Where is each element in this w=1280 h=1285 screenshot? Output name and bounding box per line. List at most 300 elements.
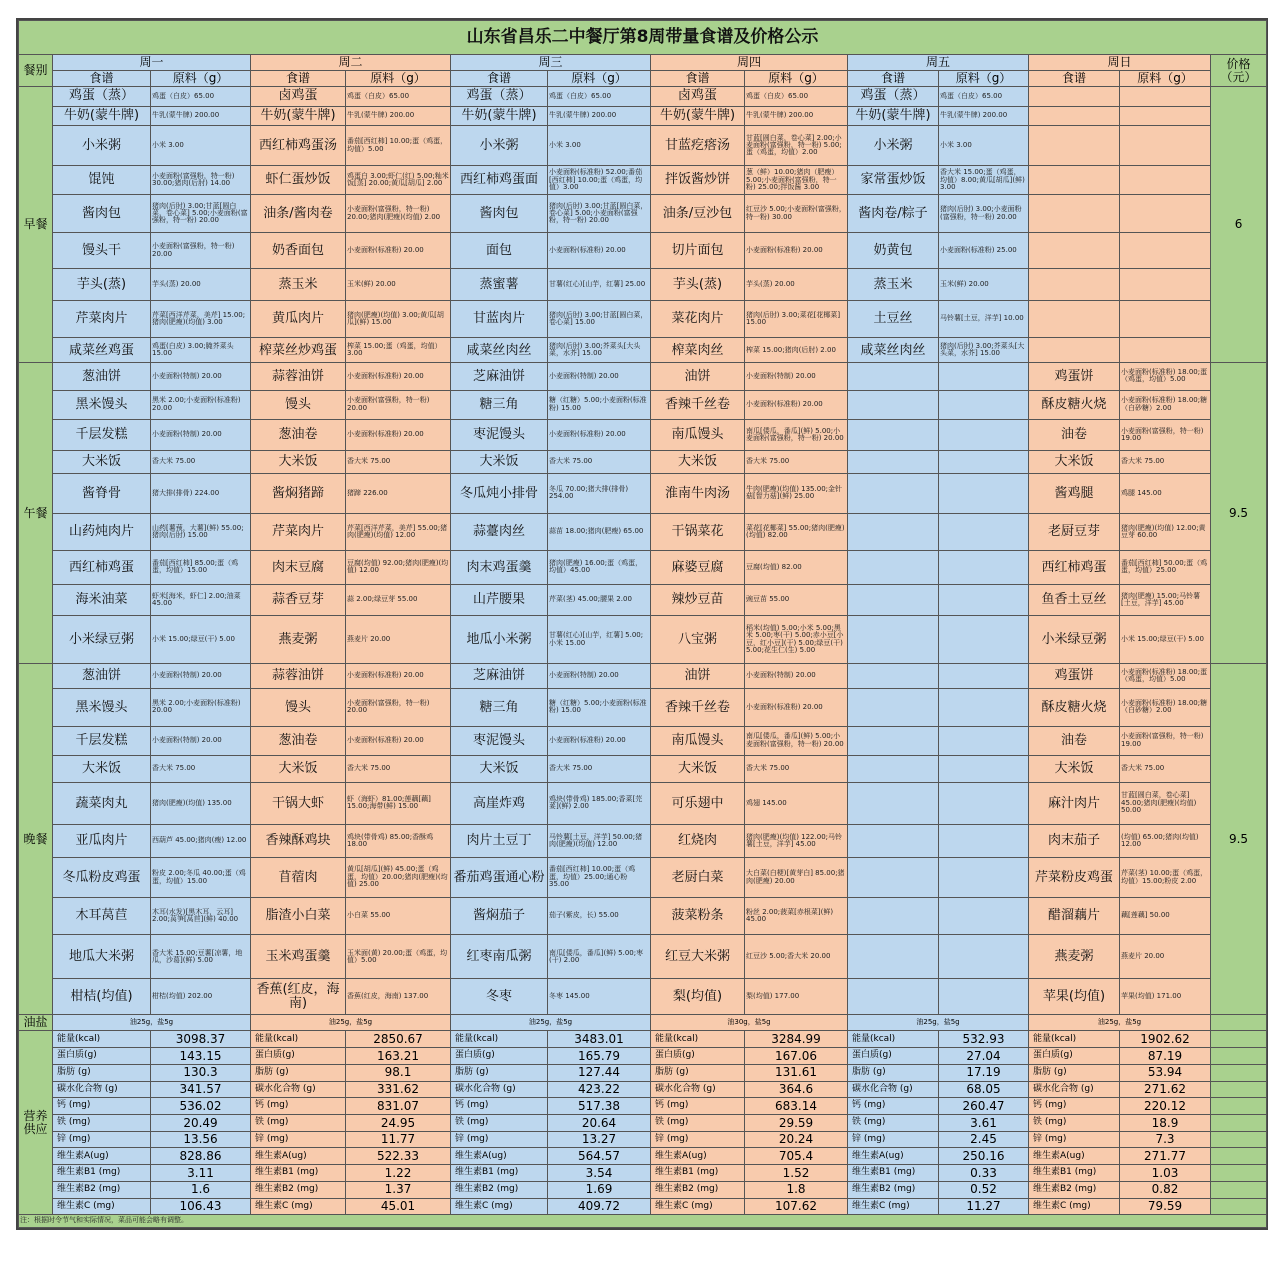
nutrient-name: 碳水化合物 (g) xyxy=(53,1081,151,1098)
nutrient-value: 831.07 xyxy=(346,1098,451,1115)
nutrition-price-empty xyxy=(1211,1198,1267,1215)
dish-name: 蔬菜肉丸 xyxy=(53,783,151,825)
nutrition-price-empty xyxy=(1211,1064,1267,1081)
nutrient-name: 脂肪 (g) xyxy=(1029,1064,1120,1081)
nutrient-name: 锌 (mg) xyxy=(651,1131,745,1148)
dish-ingredients: 小麦面粉(特制) 20.00 xyxy=(151,419,251,450)
ingredient-col-header: 原料（g） xyxy=(745,71,848,87)
dish-name xyxy=(1029,106,1120,126)
dish-name: 芝麻油饼 xyxy=(451,664,548,689)
dish-name: 蒸玉米 xyxy=(848,269,939,300)
nutrient-name: 碳水化合物 (g) xyxy=(251,1081,346,1098)
nutrient-value: 3.11 xyxy=(151,1165,251,1182)
nutrient-name: 维生素B1 (mg) xyxy=(451,1165,548,1182)
dish-name: 馒头 xyxy=(251,689,346,727)
dish-name: 卤鸡蛋 xyxy=(251,86,346,106)
dish-name: 老厨白菜 xyxy=(651,858,745,898)
dish-ingredients xyxy=(1120,300,1211,338)
nutrient-name: 铁 (mg) xyxy=(1029,1114,1120,1131)
dish-ingredients: 番茄[西红柿] 10.00;蛋（鸡蛋，均值）5.00 xyxy=(346,126,451,166)
nutrient-value: 29.59 xyxy=(745,1114,848,1131)
dish-ingredients xyxy=(1120,195,1211,233)
dish-name: 拌饭酱炒饼 xyxy=(651,166,745,195)
dish-ingredients: 猪肉(肥瘦) 16.00;蛋（鸡蛋，均值）45.00 xyxy=(548,551,651,584)
dish-ingredients: 冬枣 145.00 xyxy=(548,979,651,1015)
dish-ingredients: 牛乳(蒙牛牌) 200.00 xyxy=(346,106,451,126)
dish-ingredients: 鸡腿 145.00 xyxy=(1120,474,1211,514)
dish-name: 虾仁蛋炒饭 xyxy=(251,166,346,195)
menu-sheet xyxy=(16,18,1268,1230)
nutrient-value: 3284.99 xyxy=(745,1031,848,1048)
menu-table xyxy=(18,20,1267,1228)
dish-ingredients: 小麦面粉(标准粉) 20.00 xyxy=(548,232,651,269)
nutrition-row xyxy=(19,1064,1267,1081)
nutrient-value: 0.52 xyxy=(939,1181,1029,1198)
dish-name: 油饼 xyxy=(651,664,745,689)
dinner-row xyxy=(19,664,1267,689)
dish-name: 酱肉包 xyxy=(53,195,151,233)
nutrient-value: 106.43 xyxy=(151,1198,251,1215)
nutrition-price-empty xyxy=(1211,1148,1267,1165)
dish-ingredients: 黄瓜[胡瓜](鲜) 45.00;蛋（鸡蛋，均值）20.00;猪肉(肥瘦)(均值) 25.00 xyxy=(346,858,451,898)
dish-ingredients: 玉米面(黄) 20.00;蛋（鸡蛋，均值）5.00 xyxy=(346,935,451,979)
nutrient-name: 钙 (mg) xyxy=(451,1098,548,1115)
nutrition-price-empty xyxy=(1211,1181,1267,1198)
breakfast-price: 6 xyxy=(1211,86,1267,363)
dish-ingredients: 猪肉(肥瘦)(均值) 122.00;马铃薯[土豆，洋芋] 45.00 xyxy=(745,824,848,857)
nutrient-name: 维生素C (mg) xyxy=(451,1198,548,1215)
nutrition-row xyxy=(19,1148,1267,1165)
dish-col-header: 食谱 xyxy=(1029,71,1120,87)
dinner-row xyxy=(19,935,1267,979)
dish-name: 西红柿鸡蛋 xyxy=(53,551,151,584)
dish-ingredients: 牛乳(蒙牛牌) 200.00 xyxy=(745,106,848,126)
dish-name: 梨(均值) xyxy=(651,979,745,1015)
nutrient-name: 钙 (mg) xyxy=(53,1098,151,1115)
breakfast-row xyxy=(19,338,1267,363)
nutrient-value: 98.1 xyxy=(346,1064,451,1081)
nutrient-name: 维生素B1 (mg) xyxy=(651,1165,745,1182)
dish-name xyxy=(1029,86,1120,106)
dish-name: 小米粥 xyxy=(848,126,939,166)
dish-name xyxy=(1029,338,1120,363)
dish-name: 蒸蜜薯 xyxy=(451,269,548,300)
dish-name: 红枣南瓜粥 xyxy=(451,935,548,979)
dish-name: 千层发糕 xyxy=(53,419,151,450)
dish-ingredients: 香大米 75.00 xyxy=(151,451,251,474)
oil-salt-label: 油盐 xyxy=(19,1014,53,1031)
dish-name: 蒜薹肉丝 xyxy=(451,513,548,551)
dish-ingredients: 香大米 15.00;蛋（鸡蛋，均值）8.00;黄瓜[胡瓜](鲜) 3.00 xyxy=(939,166,1029,195)
dish-name: 油卷 xyxy=(1029,726,1120,755)
dish-ingredients: 马铃薯[土豆，洋芋] 50.00;猪肉(肥瘦)(均值) 12.00 xyxy=(548,824,651,857)
nutrient-value: 20.49 xyxy=(151,1114,251,1131)
dish-name: 香辣千丝卷 xyxy=(651,689,745,727)
breakfast-row xyxy=(19,166,1267,195)
dish-ingredients: 小麦面粉(特制) 20.00 xyxy=(548,664,651,689)
nutrient-name: 碳水化合物 (g) xyxy=(1029,1081,1120,1098)
dish-ingredients xyxy=(1120,232,1211,269)
dish-name: 菜花肉片 xyxy=(651,300,745,338)
nutrient-value: 20.24 xyxy=(745,1131,848,1148)
nutrient-name: 维生素B1 (mg) xyxy=(848,1165,939,1182)
dish-name: 麻汁肉片 xyxy=(1029,783,1120,825)
nutrient-value: 1902.62 xyxy=(1120,1031,1211,1048)
nutrition-price-empty xyxy=(1211,1048,1267,1065)
dish-name: 大米饭 xyxy=(53,451,151,474)
dish-name: 酱焖茄子 xyxy=(451,897,548,935)
nutrient-value: 828.86 xyxy=(151,1148,251,1165)
dish-ingredients: 梨(均值) 177.00 xyxy=(745,979,848,1015)
dish-ingredients xyxy=(939,664,1029,689)
nutrient-value: 3.61 xyxy=(939,1114,1029,1131)
nutrient-value: 68.05 xyxy=(939,1081,1029,1098)
dish-ingredients: 鸡蛋(白皮) 3.00;腌芥菜头 15.00 xyxy=(151,338,251,363)
dish-name: 燕麦粥 xyxy=(251,616,346,664)
dish-name: 小米绿豆粥 xyxy=(53,616,151,664)
nutrient-value: 107.62 xyxy=(745,1198,848,1215)
dish-name: 鸡蛋（蒸） xyxy=(53,86,151,106)
dish-name xyxy=(848,664,939,689)
dish-ingredients: 小麦面粉(标准粉) 52.00;番茄[西红柿] 10.00;蛋（鸡蛋，均值）3.00 xyxy=(548,166,651,195)
dish-name: 黑米馒头 xyxy=(53,689,151,727)
dish-ingredients: 小麦面粉(富强粉，特一粉) 20.00;猪肉(肥瘦)(均值) 2.00 xyxy=(346,195,451,233)
dish-name: 山芹腰果 xyxy=(451,584,548,615)
dish-name: 酱脊骨 xyxy=(53,474,151,514)
dish-ingredients: 芹菜[西洋芹菜，美芹] 55.00;猪肉(肥瘦)(均值) 12.00 xyxy=(346,513,451,551)
dish-name: 香辣酥鸡块 xyxy=(251,824,346,857)
dish-name: 鸡蛋饼 xyxy=(1029,664,1120,689)
dish-name: 卤鸡蛋 xyxy=(651,86,745,106)
dish-ingredients xyxy=(939,755,1029,782)
nutrient-name: 铁 (mg) xyxy=(451,1114,548,1131)
nutrient-value: 17.19 xyxy=(939,1064,1029,1081)
dish-name: 糖三角 xyxy=(451,390,548,419)
dish-name: 肉末鸡蛋羹 xyxy=(451,551,548,584)
dish-name: 山药炖肉片 xyxy=(53,513,151,551)
nutrition-row xyxy=(19,1048,1267,1065)
dish-name: 干锅大虾 xyxy=(251,783,346,825)
nutrient-value: 143.15 xyxy=(151,1048,251,1065)
ingredient-col-header: 原料（g） xyxy=(151,71,251,87)
dish-ingredients: 小麦面粉(特制) 20.00 xyxy=(151,363,251,390)
dish-ingredients xyxy=(939,513,1029,551)
dish-name: 鱼香土豆丝 xyxy=(1029,584,1120,615)
dish-name: 蒜蓉油饼 xyxy=(251,664,346,689)
dish-ingredients: 黑米 2.00;小麦面粉(标准粉) 20.00 xyxy=(151,390,251,419)
dish-ingredients: 芋头(蒸) 20.00 xyxy=(151,269,251,300)
dish-name xyxy=(848,513,939,551)
dish-name: 红豆大米粥 xyxy=(651,935,745,979)
dish-ingredients xyxy=(1120,166,1211,195)
nutrient-name: 铁 (mg) xyxy=(848,1114,939,1131)
dish-ingredients: 香大米 75.00 xyxy=(548,755,651,782)
dish-ingredients xyxy=(1120,86,1211,106)
nutrient-value: 0.82 xyxy=(1120,1181,1211,1198)
dish-name: 肉末豆腐 xyxy=(251,551,346,584)
dish-ingredients: 芹菜(茎) 45.00;腰果 2.00 xyxy=(548,584,651,615)
dish-ingredients: 猪肉(后肘) 3.00;芥菜头[大头菜，水芥] 15.00 xyxy=(548,338,651,363)
nutrient-name: 钙 (mg) xyxy=(1029,1098,1120,1115)
nutrition-row xyxy=(19,1165,1267,1182)
nutrient-value: 522.33 xyxy=(346,1148,451,1165)
dish-name: 葱油饼 xyxy=(53,363,151,390)
dish-name: 柑桔(均值) xyxy=(53,979,151,1015)
dish-ingredients: 甘蓝[圆白菜，卷心菜] 2.00;小麦面粉(富强粉，特一粉) 5.00;蛋（鸡蛋，均值）2.00 xyxy=(745,126,848,166)
dish-name: 奶黄包 xyxy=(848,232,939,269)
dish-name: 酥皮糖火烧 xyxy=(1029,390,1120,419)
lunch-price: 9.5 xyxy=(1211,363,1267,664)
dish-name xyxy=(848,897,939,935)
dish-name: 酱鸡腿 xyxy=(1029,474,1120,514)
nutrient-name: 维生素C (mg) xyxy=(1029,1198,1120,1215)
nutrient-value: 3483.01 xyxy=(548,1031,651,1048)
dish-ingredients: 虾米[海米，虾仁] 2.00;油菜 45.00 xyxy=(151,584,251,615)
dish-name: 咸菜丝肉丝 xyxy=(848,338,939,363)
price-header: 价格（元） xyxy=(1211,55,1267,86)
footnote: 注：根据时令节气和实际情况，菜品可能会略有调整。 xyxy=(19,1215,1267,1228)
dish-name xyxy=(848,935,939,979)
dish-name: 酱焖猪蹄 xyxy=(251,474,346,514)
nutrient-value: 517.38 xyxy=(548,1098,651,1115)
dish-col-header: 食谱 xyxy=(53,71,151,87)
nutrient-value: 250.16 xyxy=(939,1148,1029,1165)
nutrient-value: 1.03 xyxy=(1120,1165,1211,1182)
nutrient-value: 532.93 xyxy=(939,1031,1029,1048)
dish-ingredients: 黑米 2.00;小麦面粉(标准粉) 20.00 xyxy=(151,689,251,727)
nutrient-value: 18.9 xyxy=(1120,1114,1211,1131)
dish-ingredients: 猪肉(肥瘦)(均值) 3.00;黄瓜[胡瓜](鲜) 15.00 xyxy=(346,300,451,338)
dinner-row xyxy=(19,979,1267,1015)
breakfast-row xyxy=(19,106,1267,126)
dish-ingredients: 冬瓜 70.00;猪大排(排骨) 254.00 xyxy=(548,474,651,514)
dish-ingredients: 苹果(均值) 171.00 xyxy=(1120,979,1211,1015)
dish-name: 肉片土豆丁 xyxy=(451,824,548,857)
dish-name: 黄瓜肉片 xyxy=(251,300,346,338)
dish-name xyxy=(1029,126,1120,166)
dish-name xyxy=(1029,195,1120,233)
nutrition-price-empty xyxy=(1211,1114,1267,1131)
dish-ingredients: 小麦面粉(富强粉，特一粉) 20.00 xyxy=(346,689,451,727)
dish-ingredients: 小麦面粉(标准粉) 20.00 xyxy=(548,726,651,755)
dish-ingredients: 小米 3.00 xyxy=(548,126,651,166)
dish-ingredients: 番茄[西红柿] 85.00;蛋（鸡蛋，均值）15.00 xyxy=(151,551,251,584)
dish-name: 干锅菜花 xyxy=(651,513,745,551)
nutrient-name: 钙 (mg) xyxy=(251,1098,346,1115)
breakfast-row xyxy=(19,126,1267,166)
nutrient-value: 331.62 xyxy=(346,1081,451,1098)
dinner-row xyxy=(19,689,1267,727)
nutrient-name: 脂肪 (g) xyxy=(651,1064,745,1081)
nutrient-name: 维生素B2 (mg) xyxy=(251,1181,346,1198)
nutrient-value: 79.59 xyxy=(1120,1198,1211,1215)
dish-ingredients: 猪肉(后肘) 3.00;甘蓝[圆白菜，卷心菜] 5.00;小麦面粉(富强粉，特一粉) 20.00 xyxy=(548,195,651,233)
nutrition-price-empty xyxy=(1211,1098,1267,1115)
dish-ingredients xyxy=(939,616,1029,664)
dish-ingredients: 小麦面粉(标准粉) 20.00 xyxy=(745,232,848,269)
nutrient-name: 脂肪 (g) xyxy=(848,1064,939,1081)
dish-name: 西红柿鸡蛋 xyxy=(1029,551,1120,584)
dish-name: 南瓜馒头 xyxy=(651,726,745,755)
nutrient-value: 341.57 xyxy=(151,1081,251,1098)
dish-ingredients: 鸡蛋（白皮）65.00 xyxy=(939,86,1029,106)
dish-name: 面包 xyxy=(451,232,548,269)
dish-ingredients: 香大米 75.00 xyxy=(346,755,451,782)
nutrient-name: 锌 (mg) xyxy=(848,1131,939,1148)
dish-name: 牛奶(蒙牛牌) xyxy=(53,106,151,126)
nutrient-name: 钙 (mg) xyxy=(651,1098,745,1115)
dish-ingredients: 菜花[花椰菜] 55.00;猪肉(肥瘦)(均值) 82.00 xyxy=(745,513,848,551)
dish-ingredients: 小麦面粉(标准粉) 20.00 xyxy=(346,363,451,390)
dish-name xyxy=(848,474,939,514)
dish-ingredients: 小麦面粉(富强粉，特一粉) 20.00 xyxy=(346,390,451,419)
nutrient-name: 蛋白质(g) xyxy=(53,1048,151,1065)
dish-ingredients: 香大米 75.00 xyxy=(151,755,251,782)
dish-ingredients: 豆腐(均值) 92.00;猪肉(肥瘦)(均值) 12.00 xyxy=(346,551,451,584)
dish-ingredients: 葱（鲜）10.00;猪肉（肥瘦）5.00;小麦面粉(富强粉，特一粉) 25.00;拌饭酱 3.00 xyxy=(745,166,848,195)
ingredient-col-header: 原料（g） xyxy=(939,71,1029,87)
dish-ingredients xyxy=(939,584,1029,615)
dish-ingredients: 西葫芦 45.00;猪肉(瘦) 12.00 xyxy=(151,824,251,857)
day-header: 周二 xyxy=(251,55,451,71)
dish-name: 油饼 xyxy=(651,363,745,390)
dish-ingredients: 小米 3.00 xyxy=(939,126,1029,166)
dish-name: 油条/豆沙包 xyxy=(651,195,745,233)
dinner-row xyxy=(19,726,1267,755)
dinner-row xyxy=(19,824,1267,857)
dish-ingredients: 猪大排(排骨) 224.00 xyxy=(151,474,251,514)
dish-ingredients: 南瓜[倭瓜，番瓜](鲜) 5.00;小麦面粉(富强粉，特一粉) 20.00 xyxy=(745,726,848,755)
dish-ingredients: 小麦面粉(特制) 20.00 xyxy=(151,664,251,689)
dish-ingredients: 小麦面粉(富强粉，特一粉) 19.00 xyxy=(1120,726,1211,755)
dish-ingredients: 山药[薯蓣，大薯](鲜) 55.00;猪肉(后肘) 15.00 xyxy=(151,513,251,551)
dish-name: 西红柿鸡蛋面 xyxy=(451,166,548,195)
dish-name xyxy=(848,979,939,1015)
dish-ingredients: 牛乳(蒙牛牌) 200.00 xyxy=(548,106,651,126)
dish-ingredients: 鸡翅 145.00 xyxy=(745,783,848,825)
dish-name: 大米饭 xyxy=(451,755,548,782)
breakfast-row xyxy=(19,195,1267,233)
dish-name: 鸡蛋（蒸） xyxy=(451,86,548,106)
dish-ingredients: 牛肉(肥瘦)(均值) 135.00;金针菇[智力菇](鲜) 25.00 xyxy=(745,474,848,514)
dish-name: 淮南牛肉汤 xyxy=(651,474,745,514)
nutrient-name: 脂肪 (g) xyxy=(251,1064,346,1081)
dish-ingredients: 稻米(均值) 5.00;小米 5.00;黑米 5.00;枣(干) 5.00;赤小豆[小豆，红小豆](干) 5.00;绿豆(干) 5.00;花生仁(生) 5.00 xyxy=(745,616,848,664)
dish-name: 馒头 xyxy=(251,390,346,419)
dish-col-header: 食谱 xyxy=(651,71,745,87)
breakfast-row xyxy=(19,232,1267,269)
dish-ingredients: 香大米 75.00 xyxy=(1120,755,1211,782)
dish-name xyxy=(848,783,939,825)
dish-name xyxy=(848,451,939,474)
dish-ingredients: 小白菜 55.00 xyxy=(346,897,451,935)
nutrition-row xyxy=(19,1031,1267,1048)
dish-ingredients: 鸡蛋（白皮）65.00 xyxy=(745,86,848,106)
dish-name: 大米饭 xyxy=(651,755,745,782)
dish-name: 葱油卷 xyxy=(251,726,346,755)
dish-ingredients xyxy=(939,824,1029,857)
nutrient-name: 碳水化合物 (g) xyxy=(451,1081,548,1098)
dish-ingredients xyxy=(939,935,1029,979)
oil-salt-value: 油30g，盐5g xyxy=(651,1014,848,1031)
dish-ingredients: 猪肉(后肘) 3.00;菜花[花椰菜] 15.00 xyxy=(745,300,848,338)
dish-ingredients: 甘薯(红心)[山芋，红薯] 25.00 xyxy=(548,269,651,300)
nutrient-value: 11.77 xyxy=(346,1131,451,1148)
nutrient-value: 13.56 xyxy=(151,1131,251,1148)
nutrition-row xyxy=(19,1131,1267,1148)
nutrient-name: 能量(kcal) xyxy=(451,1031,548,1048)
dish-name: 南瓜馒头 xyxy=(651,419,745,450)
dish-ingredients: 小麦面粉(标准粉) 20.00 xyxy=(346,232,451,269)
nutrient-value: 87.19 xyxy=(1120,1048,1211,1065)
dish-name xyxy=(848,689,939,727)
dish-ingredients: 鸡蛋白 3.00;虾仁(红) 5.00;籼米饭[蒸] 20.00;黄瓜[胡瓜] 2.00 xyxy=(346,166,451,195)
dish-name: 葱油卷 xyxy=(251,419,346,450)
dish-name xyxy=(848,390,939,419)
nutrient-name: 维生素C (mg) xyxy=(848,1198,939,1215)
oil-salt-value: 油25g，盐5g xyxy=(1029,1014,1211,1031)
nutrient-value: 24.95 xyxy=(346,1114,451,1131)
dish-ingredients xyxy=(939,474,1029,514)
dish-name: 大米饭 xyxy=(53,755,151,782)
dish-name: 小米粥 xyxy=(53,126,151,166)
dish-name: 燕麦粥 xyxy=(1029,935,1120,979)
nutrient-value: 409.72 xyxy=(548,1198,651,1215)
breakfast-row xyxy=(19,269,1267,300)
nutrient-value: 423.22 xyxy=(548,1081,651,1098)
dish-ingredients: 蒜苗 18.00;猪肉(肥瘦) 65.00 xyxy=(548,513,651,551)
dish-name: 家常蛋炒饭 xyxy=(848,166,939,195)
dish-col-header: 食谱 xyxy=(848,71,939,87)
nutrient-value: 131.61 xyxy=(745,1064,848,1081)
nutrient-name: 维生素B2 (mg) xyxy=(848,1181,939,1198)
dish-name: 冬瓜粉皮鸡蛋 xyxy=(53,858,151,898)
nutrient-name: 能量(kcal) xyxy=(651,1031,745,1048)
nutrient-value: 1.8 xyxy=(745,1181,848,1198)
nutrient-value: 165.79 xyxy=(548,1048,651,1065)
nutrient-value: 1.52 xyxy=(745,1165,848,1182)
dish-ingredients: 小麦面粉(特制) 20.00 xyxy=(745,363,848,390)
nutrition-price-empty xyxy=(1211,1081,1267,1098)
dish-ingredients: 小麦面粉(标准粉) 20.00 xyxy=(346,419,451,450)
nutrition-price-empty xyxy=(1211,1165,1267,1182)
dish-name: 地瓜大米粥 xyxy=(53,935,151,979)
dish-name: 芋头(蒸) xyxy=(651,269,745,300)
dish-name: 芝麻油饼 xyxy=(451,363,548,390)
dish-ingredients: 小麦面粉(标准粉) 20.00 xyxy=(346,726,451,755)
dish-name: 地瓜小米粥 xyxy=(451,616,548,664)
dish-name: 土豆丝 xyxy=(848,300,939,338)
nutrient-name: 维生素B2 (mg) xyxy=(651,1181,745,1198)
dish-ingredients: 柑桔(均值) 202.00 xyxy=(151,979,251,1015)
dish-name: 冬枣 xyxy=(451,979,548,1015)
dish-name xyxy=(1029,269,1120,300)
nutrient-name: 维生素C (mg) xyxy=(251,1198,346,1215)
nutrient-name: 碳水化合物 (g) xyxy=(651,1081,745,1098)
nutrient-value: 1.69 xyxy=(548,1181,651,1198)
dish-ingredients: 豆腐(均值) 82.00 xyxy=(745,551,848,584)
day-header: 周四 xyxy=(651,55,848,71)
dish-name: 海米油菜 xyxy=(53,584,151,615)
dish-ingredients xyxy=(939,551,1029,584)
dish-name: 蒜蓉油饼 xyxy=(251,363,346,390)
nutrient-value: 536.02 xyxy=(151,1098,251,1115)
dish-ingredients: 燕麦片 20.00 xyxy=(346,616,451,664)
nutrient-name: 维生素B1 (mg) xyxy=(1029,1165,1120,1182)
dish-name: 八宝粥 xyxy=(651,616,745,664)
dish-ingredients: 猪肉(后肘) 3.00;甘蓝[圆白菜，卷心菜] 5.00;小麦面粉(富强粉，特一粉) 20.00 xyxy=(151,195,251,233)
dinner-row xyxy=(19,783,1267,825)
